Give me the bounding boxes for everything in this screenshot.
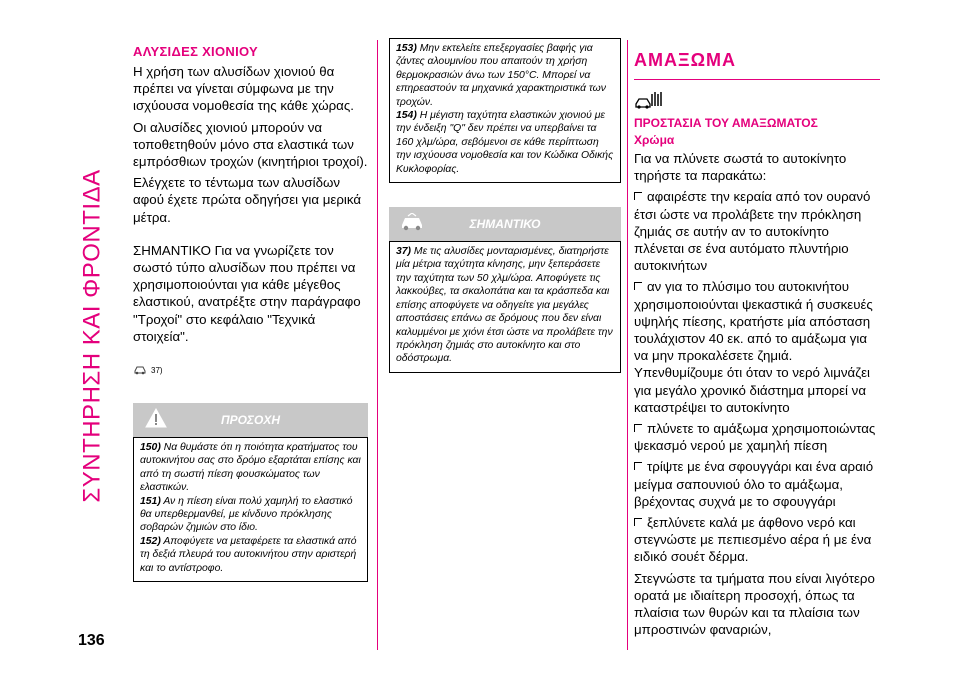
snow-chains-body <box>133 63 368 345</box>
column-divider <box>627 40 628 650</box>
bullet-text: πλύνετε το αμάξωμα χρησιμοποιώντας ψεκασμό νερού με χαμηλή πίεση <box>634 421 876 454</box>
bullet-text: αν για το πλύσιμο του αυτοκινήτου χρησιμοποιούνται ψεκαστικά ή συσκευές υψηλής πίεσης, κρατήστε μία απόσταση τουλάχιστον 40 εκ. από το αμάξωμα για να μην προκαλέσετε ζημιά. Υπενθυμίζουμε ότι όταν το νερό λιμνάζει για μεγάλο χρονικό διάστημα μπορεί να καταστρέψει το αυτοκίνητο <box>634 279 873 415</box>
paragraph: Η χρήση των αλυσίδων χιονιού θα πρέπει να γίνεται σύμφωνα με την ισχύουσα νομοθεσία της κάθε χώρας. <box>133 64 354 114</box>
page-number: 136 <box>78 632 105 649</box>
subheading-paint: Χρώμα <box>634 133 675 147</box>
column-middle <box>389 38 621 373</box>
body-care-text <box>634 150 880 638</box>
item-number: 37) <box>396 246 412 258</box>
car-wash-icon <box>634 90 880 110</box>
bullet-item <box>634 514 880 566</box>
item-text: Αν η πίεση είναι πολύ χαμηλή το ελαστικό θα υπερθερμανθεί, με κίνδυνο πρόκλησης σοβαρών ζημιών στο ίδιο. <box>140 495 353 534</box>
paragraph: Ελέγχετε το τέντωμα των αλυσίδων αφού έχετε πρώτα οδηγήσει για μερικά μέτρα. <box>133 175 362 225</box>
item-number: 150) <box>140 442 161 454</box>
warning-item <box>396 42 614 109</box>
bullet-item <box>634 420 880 454</box>
item-text: Η μέγιστη ταχύτητα ελαστικών χιονιού με την ένδειξη "Q" δεν πρέπει να υπερβαίνει τα 160 χλμ/ώρα, σεβόμενοι σε κάθε περίπτωση την ισχύουσα νομοθεσία και τον Κώδικα Οδικής Κυκλοφορίας. <box>396 110 614 175</box>
bullet-text: τρίψτε με ένα σφουγγάρι και ένα αραιό μείγμα σαπουνιού όλο το αμάξωμα, βρέχοντας συχνά με το σφουγγάρι <box>634 459 874 509</box>
warning-box <box>133 437 368 582</box>
bullet-marker <box>634 462 642 470</box>
paragraph: Οι αλυσίδες χιονιού μπορούν να τοποθετηθούν μόνο στα ελαστικά των εμπρόσθιων τροχών (κινητήριοι τροχοί). <box>133 119 368 170</box>
column-divider <box>377 40 378 650</box>
item-number: 151) <box>140 495 161 507</box>
bullet-marker <box>634 192 642 200</box>
warning-item <box>140 495 361 535</box>
item-text: Με τις αλυσίδες μονταρισμένες, διατηρήστε μία μέτρια ταχύτητα κίνησης, μην ξεπεράσετε την ταχύτητα των 50 χλμ/ώρα. Αποφύγετε τις λακκούβες, τα σκαλοπάτια και τα κράσπεδα και επίσης αποφύγετε να οδηγείτε για μεγάλες αποστάσεις επάνω σε δρόμους που δεν είναι καλυμμένοι με χιόνι έτσι ώστε να προλάβετε την πρόκληση ζημιάς στο αυτοκίνητο και στο οδόστρωμα. <box>396 246 613 365</box>
reference-note <box>133 363 368 377</box>
warning-item <box>140 535 361 575</box>
warning-header <box>133 403 368 437</box>
subheading-body-protection: ΠΡΟΣΤΑΣΙΑ ΤΟΥ ΑΜΑΞΩΜΑΤΟΣ <box>634 116 818 130</box>
bullet-marker <box>634 518 642 526</box>
item-text: Μην εκτελείτε επεξεργασίες βαφής για ζάντες αλουμινίου που απαιτούν τη χρήση θερμοκρασιών άνω των 150°C. Μπορεί να επηρεαστούν τα μηχανικά χαρακτηριστικά των τροχών. <box>396 43 606 108</box>
warning-item <box>396 109 614 176</box>
warning-item <box>140 441 361 495</box>
item-text: Αποφύγετε να μεταφέρετε τα ελαστικά από τη δεξιά πλευρά του αυτοκινήτου στην αριστερή και το αντίστροφο. <box>140 535 357 574</box>
bullet-text: ξεπλύνετε καλά με άφθονο νερό και στεγνώστε με πεπιεσμένο αέρα ή με ένα ειδικό σουέτ δέρμα. <box>634 515 872 565</box>
item-text: Να θυμάστε ότι η ποιότητα κρατήματος του αυτοκινήτου σας στο δρόμο εξαρτάται επίσης και από τη σωστή πίεση φουσκώματος των ελαστικών. <box>140 442 361 494</box>
paragraph: ΣΗΜΑΝΤΙΚΟ Για να γνωρίζετε τον σωστό τύπο αλυσίδων που πρέπει να χρησιμοποιούνται για κάθε μέγεθος ελαστικού, ανατρέξτε στην παράγραφο "Τροχοί" στο κεφάλαιο "Τεχνικά στοιχεία". <box>133 242 361 344</box>
important-box <box>389 241 621 373</box>
bullet-marker <box>634 282 642 290</box>
side-chapter-title <box>78 18 108 653</box>
bullet-item <box>634 188 880 274</box>
car-warning-icon <box>133 363 147 377</box>
bullet-item <box>634 278 880 416</box>
section-title: ΑΜΑΞΩΜΑ <box>634 50 737 70</box>
column-right <box>634 42 880 642</box>
item-number: 152) <box>140 535 161 547</box>
bullet-marker <box>634 424 642 432</box>
snow-chains-heading: ΑΛΥΣΙΔΕΣ ΧΙΟΝΙΟΥ <box>133 44 259 59</box>
paragraph: Για να πλύνετε σωστά το αυτοκίνητο τηρήστε τα παρακάτω: <box>634 151 847 184</box>
bullet-text: αφαιρέστε την κεραία από τον ουρανό έτσι ώστε να προλάβετε την πρόκληση ζημιάς σε αυτήν αν το αυτοκίνητο πλένεται σε ένα αυτόματο πλυντήριο αυτοκινήτων <box>634 189 871 274</box>
item-number: 153) <box>396 43 417 54</box>
important-header <box>389 207 621 241</box>
paragraph: Στεγνώστε τα τμήματα που είναι λιγότερο ορατά με ιδιαίτερη προσοχή, όπως τα πλαίσια των θυρών και τα πλαίσια των μπροστινών φαναριών, <box>634 570 875 638</box>
reference-number: 37) <box>151 365 163 375</box>
section-rule <box>634 79 880 80</box>
important-label: ΣΗΜΑΝΤΙΚΟ <box>469 217 541 232</box>
bullet-item <box>634 458 880 510</box>
column-left <box>133 44 368 582</box>
important-item <box>396 245 614 366</box>
warning-box-continued <box>389 38 621 183</box>
warning-label: ΠΡΟΣΟΧΗ <box>220 413 281 428</box>
side-chapter-title-text: ΣΥΝΤΗΡΗΣΗ ΚΑΙ ΦΡΟΝΤΙΔΑ <box>79 168 106 503</box>
item-number: 154) <box>396 110 417 122</box>
